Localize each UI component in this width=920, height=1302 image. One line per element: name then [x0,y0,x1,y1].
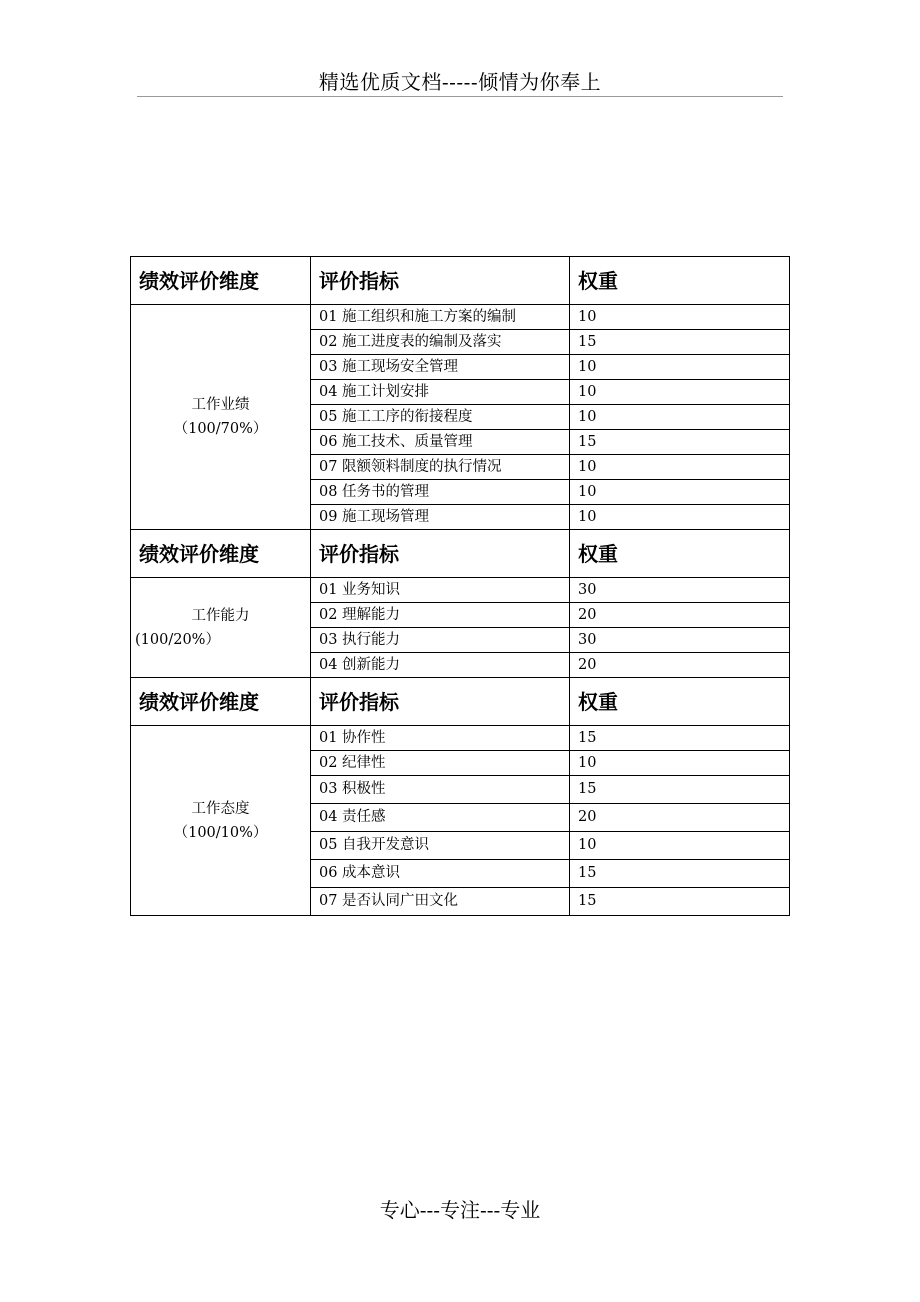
weight-cell: 20 [570,653,790,678]
table-header-row [131,257,790,305]
indicator-cell: 04 施工计划安排 [311,380,570,405]
performance-table [130,256,790,916]
indicator-cell: 03 积极性 [311,776,570,804]
header-weight: 权重 [570,257,790,305]
indicator-cell: 06 成本意识 [311,860,570,888]
table-header-row [131,678,790,726]
indicator-cell: 03 执行能力 [311,628,570,653]
indicator-cell: 02 理解能力 [311,603,570,628]
indicator-cell: 04 创新能力 [311,653,570,678]
table-row [131,726,790,751]
weight-cell: 10 [570,832,790,860]
dimension-ratio: （100/70%） [173,421,268,437]
dimension-cell [131,305,311,530]
dimension-name: 工作能力 [191,607,250,624]
page-header: 精选优质文档-----倾情为你奉上 [318,70,602,94]
weight-cell: 30 [570,578,790,603]
indicator-cell: 01 施工组织和施工方案的编制 [311,305,570,330]
page-footer: 专心---专注---专业 [379,1198,541,1222]
header-indicator: 评价指标 [311,678,570,726]
indicator-cell: 03 施工现场安全管理 [311,355,570,380]
header-weight: 权重 [570,530,790,578]
dimension-name: 工作态度 [191,800,250,817]
weight-cell: 10 [570,305,790,330]
weight-cell: 10 [570,480,790,505]
dimension-ratio: (100/20%） [135,631,220,648]
weight-cell: 15 [570,726,790,751]
table-row [131,305,790,330]
weight-cell: 15 [570,860,790,888]
table-header-row [131,530,790,578]
header-dimension: 绩效评价维度 [131,678,311,726]
indicator-cell: 08 任务书的管理 [311,480,570,505]
weight-cell: 10 [570,380,790,405]
weight-cell: 10 [570,505,790,530]
weight-cell: 15 [570,776,790,804]
weight-cell: 10 [570,455,790,480]
weight-cell: 30 [570,628,790,653]
indicator-cell: 04 责任感 [311,804,570,832]
weight-cell: 20 [570,804,790,832]
indicator-cell: 07 是否认同广田文化 [311,888,570,916]
table-row [131,578,790,603]
dimension-cell [131,726,311,916]
weight-cell: 15 [570,888,790,916]
header-divider [137,96,783,97]
indicator-cell: 05 自我开发意识 [311,832,570,860]
indicator-cell: 02 施工进度表的编制及落实 [311,330,570,355]
weight-cell: 10 [570,405,790,430]
indicator-cell: 01 协作性 [311,726,570,751]
weight-cell: 10 [570,751,790,776]
indicator-cell: 09 施工现场管理 [311,505,570,530]
dimension-name: 工作业绩 [191,397,250,413]
weight-cell: 10 [570,355,790,380]
indicator-cell: 02 纪律性 [311,751,570,776]
header-indicator: 评价指标 [311,530,570,578]
weight-cell: 15 [570,330,790,355]
weight-cell: 20 [570,603,790,628]
header-weight: 权重 [570,678,790,726]
header-indicator: 评价指标 [311,257,570,305]
header-dimension: 绩效评价维度 [131,257,311,305]
indicator-cell: 05 施工工序的衔接程度 [311,405,570,430]
header-dimension: 绩效评价维度 [131,530,311,578]
dimension-cell [131,578,311,678]
indicator-cell: 06 施工技术、质量管理 [311,430,570,455]
indicator-cell: 07 限额领料制度的执行情况 [311,455,570,480]
dimension-ratio: （100/10%） [173,824,268,841]
weight-cell: 15 [570,430,790,455]
indicator-cell: 01 业务知识 [311,578,570,603]
